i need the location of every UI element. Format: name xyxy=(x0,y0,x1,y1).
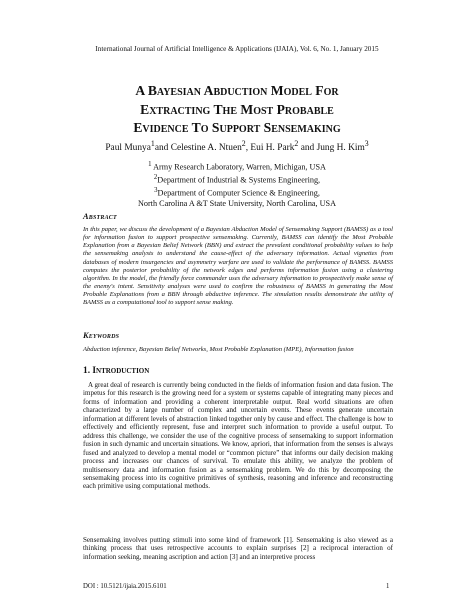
affiliation-text: Department of Computer Science & Engineering, xyxy=(157,189,320,199)
affiliation-sup: 3 xyxy=(154,187,158,195)
affiliation-text: North Carolina A &T State University, North Carolina, USA xyxy=(137,199,337,209)
author-sup: 2 xyxy=(294,139,299,148)
author-name: and Jung H. Kim xyxy=(298,143,365,154)
intro-paragraph-2: Sensemaking involves putting stimuli into some kind of framework [1]. Sensemaking is also viewed as a thinking process that uses retrospective accounts to explain surprises [2] a reciprocal interaction of information seeking, meaning ascription and action [3] and an interpretive process xyxy=(83,536,393,561)
doi-footer: DOI : 10.5121/ijaia.2015.6101 xyxy=(83,583,167,590)
author-sup: 1 xyxy=(150,139,155,148)
abstract-text: In this paper, we discuss the development of a Bayesian Abduction Model of Sensemaking Support (BAMSS) as a tool for information fusion to support prospective sensemaking. Currently, BAMSS can identify the Most Probable Explanation from a Bayesian Belief Network (BBN) and extract the prevalent conditional probability values to help the sensemaking analysts to understand the cause-effect of the adversary information. Actual vignettes from databases of modern insurgencies and asymmetry warfare are used to validate the performance of BAMSS. BAMSS computes the posterior probability of the network edges and performs information fusion using a clustering algorithm. In the model, the friendly force commander uses the adversary information to prospectively make sense of the enemy's intent. Sensitivity analyses were used to confirm the robustness of BAMSS in generating the Most Probable Explanations from a BBN through abductive inference. The simulation results demonstrate the utility of BAMSS as a computational tool to support sense making. xyxy=(83,226,393,307)
affiliation-text: Army Research Laboratory, Warren, Michigan, USA xyxy=(151,162,326,172)
affiliation-sup: 2 xyxy=(153,174,158,182)
affiliation-line xyxy=(0,199,474,209)
affiliation-line xyxy=(0,186,474,199)
title-line-3: Evidence To Support Sensemaking xyxy=(133,120,341,135)
page-number: 1 xyxy=(386,583,390,590)
keywords-text: Abduction inference, Bayesian Belief Networks, Most Probable Explanation (MPE), Information fusion xyxy=(83,346,354,353)
title-line-2: Extracting The Most Probable xyxy=(140,101,334,117)
affiliations xyxy=(0,160,474,210)
affiliation-sup: 1 xyxy=(148,161,152,168)
keywords-heading: Keywords xyxy=(83,331,120,340)
abstract-heading: Abstract xyxy=(83,212,117,221)
author-name: and Celestine A. Ntuen xyxy=(154,143,242,154)
author-list xyxy=(0,139,474,153)
intro-paragraph-1: A great deal of research is currently being conducted in the fields of information fusion and data fusion. The impetus for this research is the growing need for a system or systems capable of integrating many pieces and forms of information and providing a coherent interpretable output. Real world situations are often characterized by a large number of complex and uncertain events. These events generate uncertain information at different levels of abstraction linked together only by cause and effect. The challenge is how to effectively and efficiently represent, fuse and interpret such information to provide a useful output. To address this challenge, we consider the use of the cognitive process of sensemaking to support information fusion in such dynamic and uncertain situations. We know, apriori, that information from the senses is always fused and analyzed to develop a mental model or “common picture” that informs our daily decision making process and increases our chances of survival. To emulate this ability, we analyze the problem of multisensory data and information fusion as a sensemaking problem. We do this by decomposing the sensemaking process into its cognitive primitives of synthesis, reasoning and inference and reconstructing each primitive using computational methods. xyxy=(83,381,393,491)
section-title: 1. Introduction xyxy=(83,366,150,376)
affiliation-line xyxy=(0,160,474,173)
author-name: Paul Munya xyxy=(105,143,151,154)
affiliation-text: Department of Industrial & Systems Engineering, xyxy=(157,175,321,185)
title-line-1: A Bayesian Abduction Model For xyxy=(135,83,339,98)
journal-header: International Journal of Artificial Intelligence & Applications (IJAIA), Vol. 6, No. 1, January 2015 xyxy=(95,45,379,53)
paper-title xyxy=(40,82,434,138)
author-sup: 3 xyxy=(364,139,369,148)
author-sup: 2 xyxy=(241,139,246,148)
author-name: , Eui H. Park xyxy=(245,143,295,154)
affiliation-line xyxy=(0,173,474,186)
